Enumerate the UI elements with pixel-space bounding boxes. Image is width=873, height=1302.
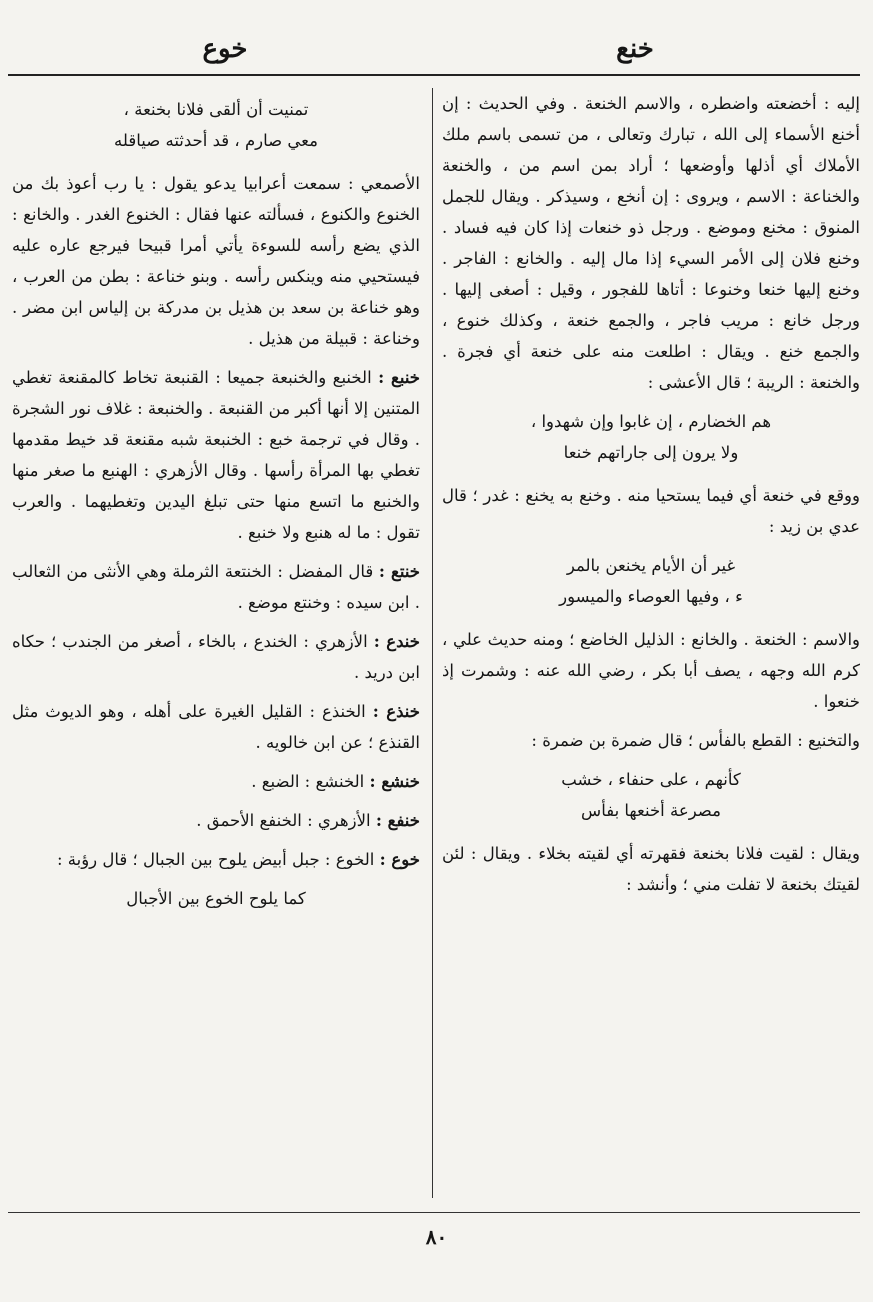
verse-line: غير أن الأيام يخنعن بالمر (566, 556, 736, 575)
entry-khanfaa (12, 805, 420, 836)
entry-text: الخنبع والخنبعة جميعا : القنبعة تخاط كالمقنعة تغطي المتنين إلا أنها أكبر من القنبعة . والخنبعة : غلاف نور الشجرة . وقال في ترجمة خبع : الخنبعة شبه مقنعة قد خيط مقدمها تغطي بها المرأة رأسها . وقال الأزهري : الهنبع ما صغر منها والخنبع ما اتسع منها حتى تبلغ اليدين وتغطيهما . والعرب تقول : ما له هنبع ولا خنبع . (12, 368, 420, 542)
entry-khanzaa (12, 696, 420, 758)
verse-line: ولا يرون إلى جاراتهم خنعا (563, 443, 739, 462)
entry-khandaa (12, 626, 420, 688)
left-column-title: خوع (202, 34, 248, 64)
column-separator (432, 88, 433, 1198)
entry-headword: خندع : (373, 632, 420, 651)
right-column (442, 88, 860, 1204)
left-paragraph-1: الأصمعي : سمعت أعرابيا يدعو يقول : يا رب أعوذ بك من الخنوع والكنوع ، فسألته عنها فقال : الخنوع الغدر . والخانع : الذي يضع رأسه للسوءة يأتي أمرا قبيحا فيرجع عاره عليه فيستحيي منه وينكس رأسه . وبنو خناعة : بطن من العرب ، وهو خناعة بن سعد بن هذيل بن مدركة بن إلياس ابن مضر . وخناعة : قبيلة من هذيل . (12, 174, 420, 348)
right-paragraph-3: والاسم : الخنعة . والخانع : الذليل الخاضع ؛ ومنه حديث علي ، كرم الله وجهه ، يصف أبا بكر ، رضي الله عنه : وشمرت إذ خنعوا . (442, 630, 860, 711)
right-paragraph-4: والتخنيع : القطع بالفأس ؛ قال ضمرة بن ضمرة : (531, 731, 860, 750)
verse-line: كما يلوح الخوع بين الأجبال (126, 889, 306, 908)
entry-text: الأزهري : الخندع ، بالخاء ، أصغر من الجندب ؛ حكاه ابن دريد . (12, 632, 420, 682)
verse-line: معي صارم ، قد أحدثته صياقله (114, 131, 318, 150)
entry-text: قال المفضل : الخنتعة الثرملة وهي الأنثى من الثعالب . ابن سيده : وخنتع موضع . (12, 562, 420, 612)
entry-khanshaa (12, 766, 420, 797)
entry-text: الخنذع : القليل الغيرة على أهله ، وهو الديوث مثل القنذع ؛ عن ابن خالويه . (12, 702, 420, 752)
entry-text: الخنشع : الضبع . (251, 772, 365, 791)
left-verse-0 (12, 94, 420, 156)
verse-line: تمنيت أن ألقى فلانا بخنعة ، (123, 100, 309, 119)
right-paragraph-5: ويقال : لقيت فلانا بخنعة فقهرته أي لقيته بخلاء . ويقال : لئن لقيتك بخنعة لا تفلت مني ؛ وأنشد : (442, 844, 860, 894)
entry-headword: خنبع : (378, 368, 420, 387)
verse-line: مصرعة أخنعها بفأس (581, 801, 721, 820)
bottom-rule (8, 1212, 860, 1213)
verse-line: ء ، وفيها العوصاء والميسور (559, 587, 743, 606)
entry-headword: خوع : (379, 850, 420, 869)
entry-headword: خنتع : (378, 562, 420, 581)
top-rule (8, 74, 860, 76)
verse-line: كأنهم ، على حنفاء ، خشب (561, 770, 741, 789)
page-number: ٨٠ (425, 1225, 448, 1249)
verse-line: هم الخضارم ، إن غابوا وإن شهدوا ، (530, 412, 772, 431)
entry-khawaa (12, 844, 420, 875)
entry-khanbaa (12, 362, 420, 548)
right-column-title: خنع (616, 34, 654, 64)
left-column (12, 88, 420, 1204)
right-verse-3 (442, 764, 860, 826)
right-verse-2 (442, 550, 860, 612)
right-verse-1 (442, 406, 860, 468)
entry-text: الأزهري : الخنفع الأحمق . (196, 811, 371, 830)
entry-headword: خنذع : (372, 702, 420, 721)
entry-headword: خنفع : (375, 811, 420, 830)
right-paragraph-2: ووقع في خنعة أي فيما يستحيا منه . وخنع به يخنع : غدر ؛ قال عدي بن زيد : (442, 486, 860, 536)
entry-khantaa (12, 556, 420, 618)
right-paragraph-1: إليه : أخضعته واضطره ، والاسم الخنعة . وفي الحديث : إن أخنع الأسماء إلى الله ، تبارك وتعالى ، من تسمى باسم ملك الأملاك أي أذلها وأوضعها ؛ أراد بمن اسم من ، والخنعة والخناعة : الاسم ، ويروى : إن أنخع ، وسيذكر . ويقال للجمل المنوق : مخنع وموضع . ورجل ذو خنعات إذا كان فيه فساد . وخنع فلان إلى الأمر السيء إذا مال إليه . والخانع : الفاجر . وخنع إليها خنعا وخنوعا : أتاها للفجور ، وقيل : أصغى إليها . ورجل خانع : مريب فاجر ، والجمع خنعة ، وكذلك خنوع ، والجمع خنع . ويقال : اطلعت منه على خنعة أي فجرة . والخنعة : الريبة ؛ قال الأعشى : (442, 94, 860, 392)
entry-headword: خنشع : (369, 772, 420, 791)
left-verse-last (12, 883, 420, 914)
entry-text: الخوع : جبل أبيض يلوح بين الجبال ؛ قال رؤبة : (56, 850, 375, 869)
